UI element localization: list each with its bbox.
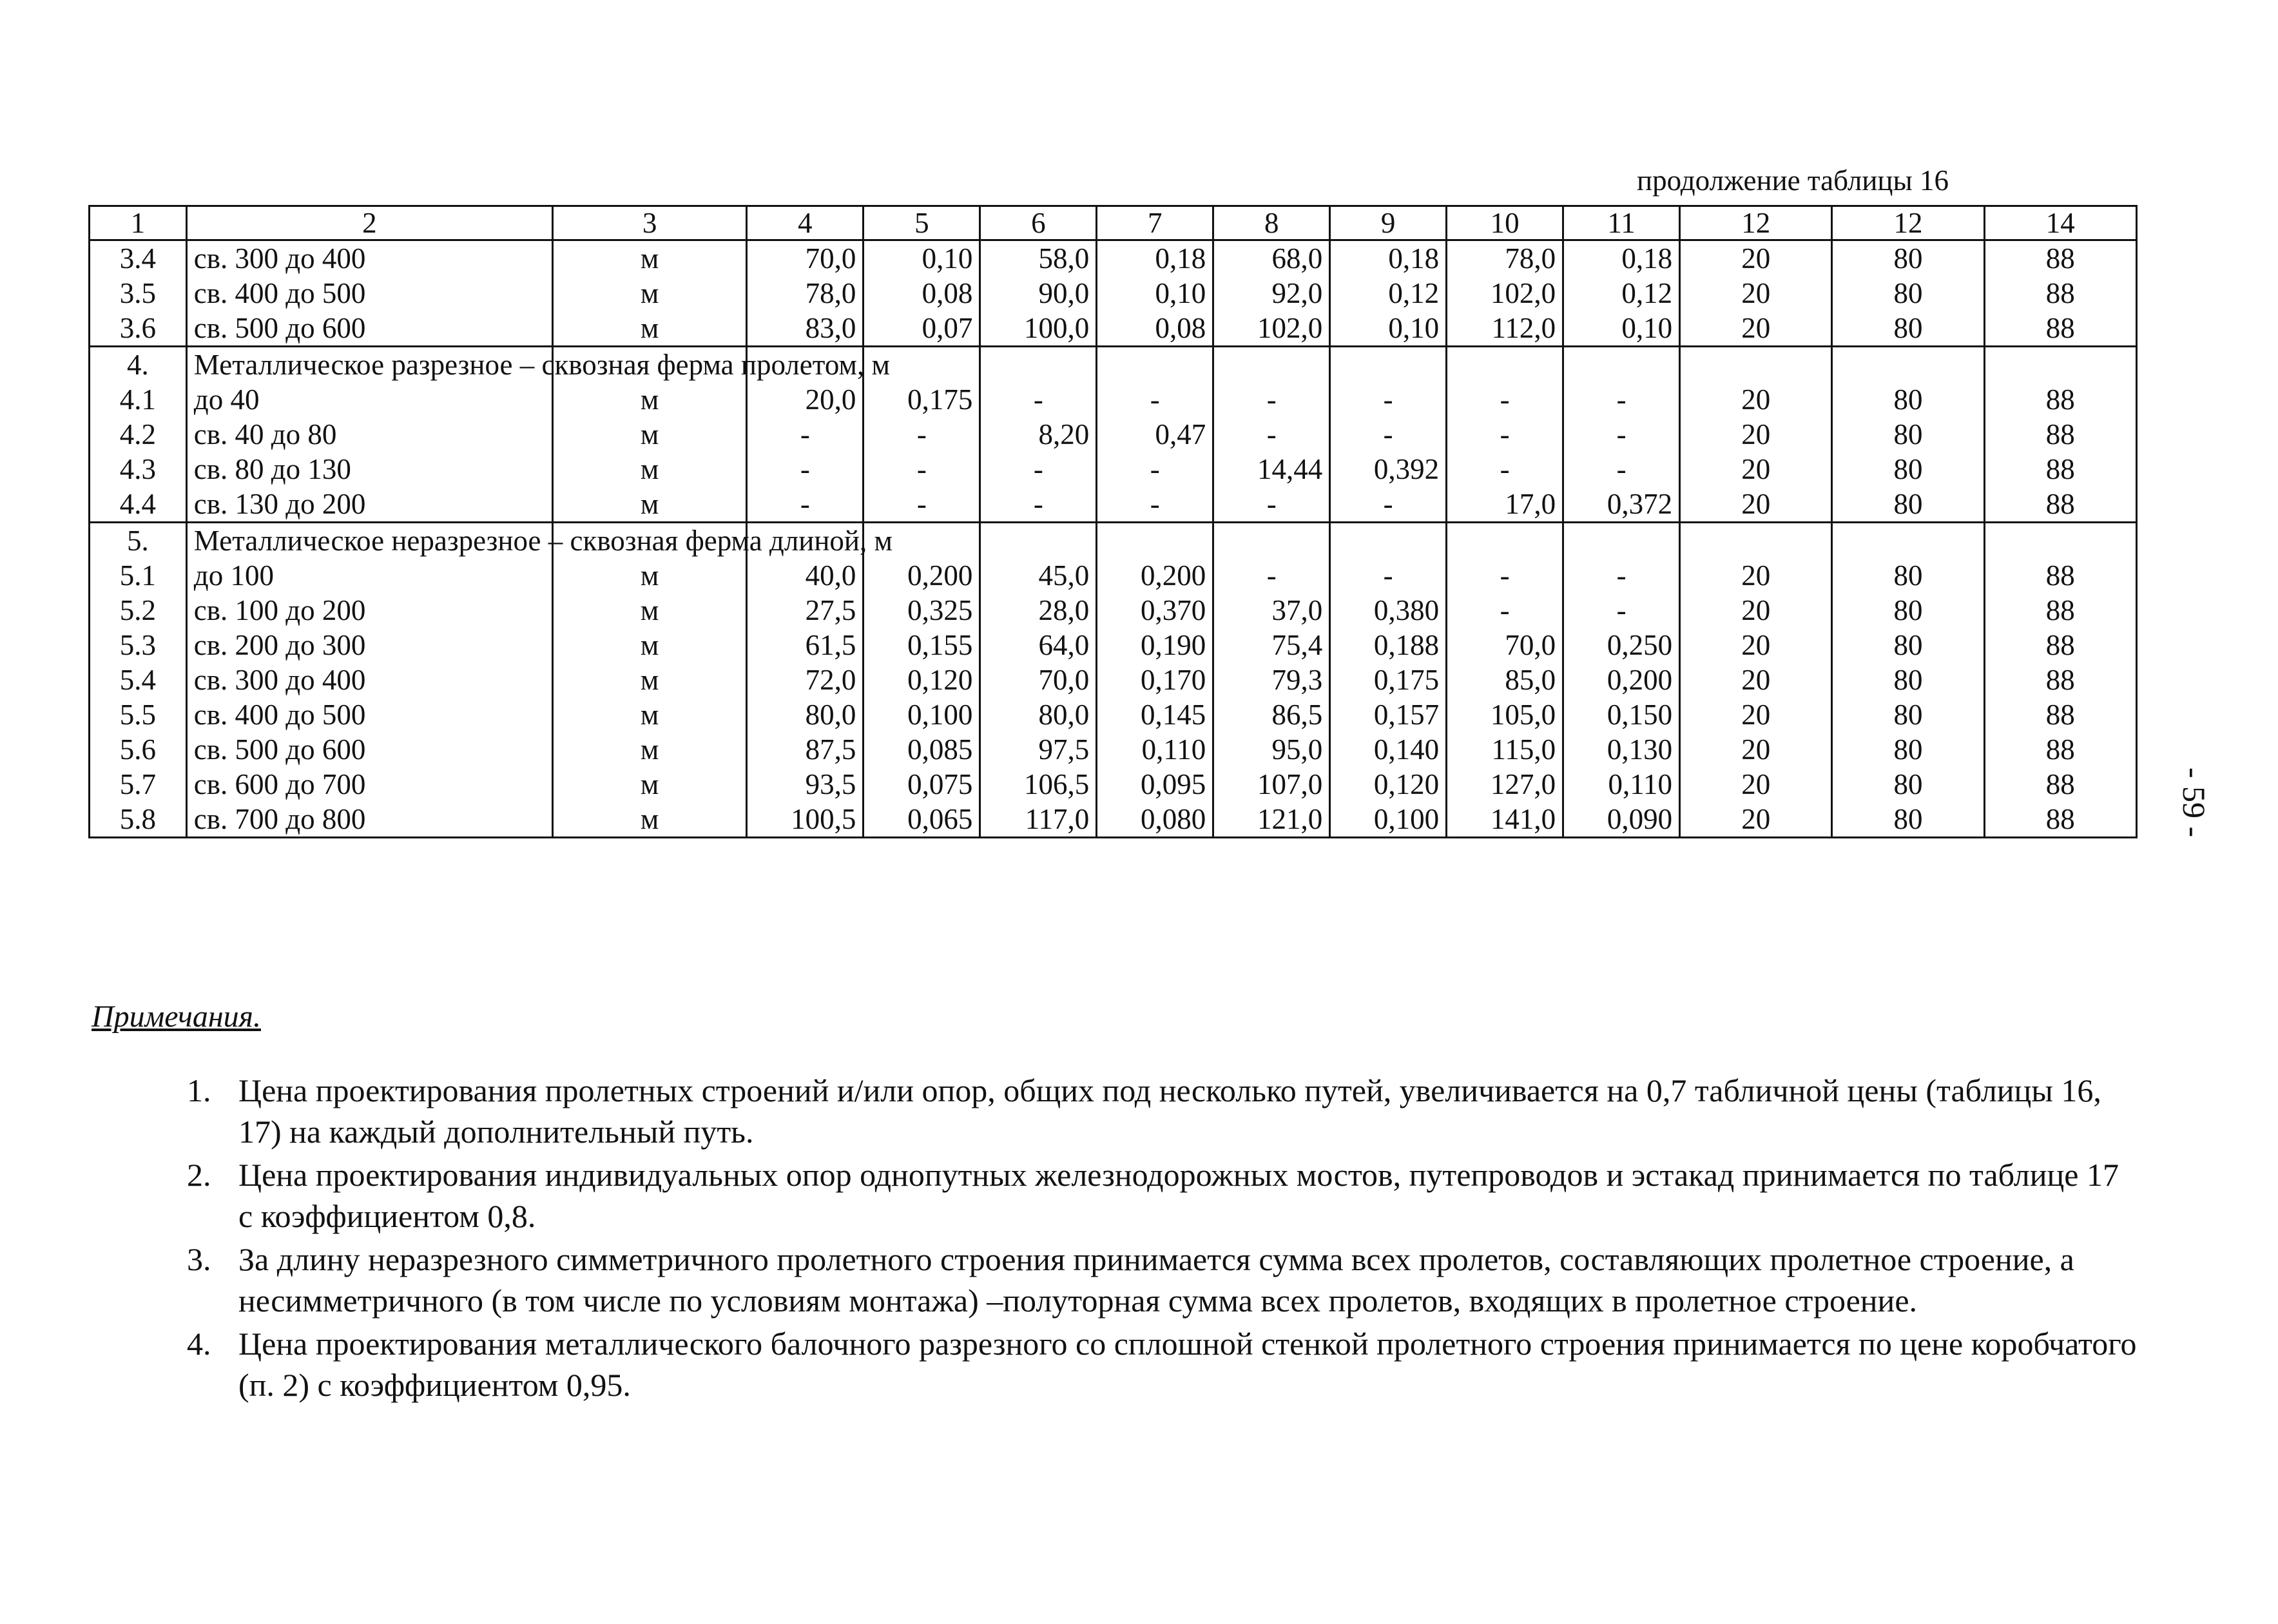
- value-cell: 0,130: [1563, 732, 1680, 767]
- unit-cell: м: [552, 240, 747, 276]
- empty-cell: [1984, 347, 2136, 383]
- column-header: 14: [1984, 206, 2136, 240]
- item-name: св. 700 до 800: [186, 802, 552, 838]
- value-cell: 0,085: [864, 732, 980, 767]
- percent-cell: 88: [1984, 452, 2136, 487]
- percent-cell: 20: [1680, 628, 1832, 662]
- value-cell: -: [1447, 452, 1563, 487]
- percent-cell: 88: [1984, 417, 2136, 452]
- value-cell: 0,08: [1097, 311, 1213, 347]
- empty-cell: [1213, 523, 1330, 559]
- empty-cell: [1447, 523, 1563, 559]
- value-cell: 90,0: [980, 276, 1097, 311]
- value-cell: 28,0: [980, 593, 1097, 628]
- value-cell: 93,5: [747, 767, 864, 802]
- value-cell: 70,0: [1447, 628, 1563, 662]
- unit-cell: м: [552, 732, 747, 767]
- item-name: св. 600 до 700: [186, 767, 552, 802]
- value-cell: 92,0: [1213, 276, 1330, 311]
- value-cell: 75,4: [1213, 628, 1330, 662]
- value-cell: -: [1563, 382, 1680, 417]
- value-cell: 37,0: [1213, 593, 1330, 628]
- value-cell: 0,100: [864, 697, 980, 732]
- value-cell: 78,0: [1447, 240, 1563, 276]
- value-cell: 105,0: [1447, 697, 1563, 732]
- percent-cell: 80: [1832, 767, 1984, 802]
- value-cell: 0,155: [864, 628, 980, 662]
- item-number: 5.1: [90, 558, 187, 593]
- value-cell: 0,380: [1330, 593, 1447, 628]
- percent-cell: 80: [1832, 382, 1984, 417]
- item-number: 5.2: [90, 593, 187, 628]
- value-cell: -: [980, 487, 1097, 523]
- value-cell: 0,120: [864, 662, 980, 697]
- value-cell: 0,065: [864, 802, 980, 838]
- value-cell: 0,07: [864, 311, 980, 347]
- percent-cell: 88: [1984, 487, 2136, 523]
- empty-cell: [1680, 523, 1832, 559]
- percent-cell: 80: [1832, 802, 1984, 838]
- percent-cell: 88: [1984, 382, 2136, 417]
- empty-cell: [1832, 523, 1984, 559]
- value-cell: 0,200: [864, 558, 980, 593]
- value-cell: 0,200: [1563, 662, 1680, 697]
- note-text: Цена проектирования индивидуальных опор однопутных железнодорожных мостов, путепроводов и эстакад принимается по таблице 17 с коэффициентом 0,8.: [238, 1157, 2119, 1234]
- percent-cell: 88: [1984, 311, 2136, 347]
- value-cell: -: [747, 487, 864, 523]
- percent-cell: 20: [1680, 767, 1832, 802]
- table-row: [90, 558, 2137, 593]
- value-cell: 0,370: [1097, 593, 1213, 628]
- percent-cell: 88: [1984, 628, 2136, 662]
- item-name: св. 400 до 500: [186, 697, 552, 732]
- percent-cell: 80: [1832, 417, 1984, 452]
- item-number: 5.6: [90, 732, 187, 767]
- unit-cell: м: [552, 558, 747, 593]
- item-number: 4.2: [90, 417, 187, 452]
- value-cell: 115,0: [1447, 732, 1563, 767]
- value-cell: 0,110: [1097, 732, 1213, 767]
- item-number: 4.: [90, 347, 187, 383]
- unit-cell: м: [552, 487, 747, 523]
- value-cell: 72,0: [747, 662, 864, 697]
- value-cell: -: [1330, 558, 1447, 593]
- value-cell: 0,140: [1330, 732, 1447, 767]
- group-heading-row: [90, 523, 2137, 559]
- value-cell: 0,47: [1097, 417, 1213, 452]
- table-row: [90, 452, 2137, 487]
- value-cell: 0,325: [864, 593, 980, 628]
- empty-cell: [1680, 347, 1832, 383]
- value-cell: 20,0: [747, 382, 864, 417]
- percent-cell: 20: [1680, 311, 1832, 347]
- empty-cell: [1097, 347, 1213, 383]
- column-header: 1: [90, 206, 187, 240]
- value-cell: 112,0: [1447, 311, 1563, 347]
- unit-cell: м: [552, 593, 747, 628]
- item-number: 3.6: [90, 311, 187, 347]
- empty-cell: [1563, 347, 1680, 383]
- column-header: 4: [747, 206, 864, 240]
- value-cell: -: [1097, 382, 1213, 417]
- item-name: св. 400 до 500: [186, 276, 552, 311]
- item-name: св. 130 до 200: [186, 487, 552, 523]
- item-number: 4.1: [90, 382, 187, 417]
- percent-cell: 20: [1680, 487, 1832, 523]
- percent-cell: 80: [1832, 487, 1984, 523]
- unit-cell: м: [552, 802, 747, 838]
- item-number: 4.4: [90, 487, 187, 523]
- value-cell: 0,157: [1330, 697, 1447, 732]
- column-header: 8: [1213, 206, 1330, 240]
- percent-cell: 80: [1832, 240, 1984, 276]
- value-cell: -: [747, 452, 864, 487]
- value-cell: 0,095: [1097, 767, 1213, 802]
- value-cell: -: [864, 417, 980, 452]
- value-cell: 85,0: [1447, 662, 1563, 697]
- empty-cell: [1447, 347, 1563, 383]
- group-name: Металлическое неразрезное – сквозная ферма длиной, м: [186, 523, 552, 559]
- percent-cell: 20: [1680, 593, 1832, 628]
- value-cell: 80,0: [980, 697, 1097, 732]
- price-table: [88, 205, 2138, 838]
- value-cell: 0,372: [1563, 487, 1680, 523]
- column-header: 12: [1680, 206, 1832, 240]
- value-cell: 78,0: [747, 276, 864, 311]
- percent-cell: 88: [1984, 662, 2136, 697]
- value-cell: 64,0: [980, 628, 1097, 662]
- percent-cell: 20: [1680, 382, 1832, 417]
- item-number: 5.8: [90, 802, 187, 838]
- unit-cell: м: [552, 697, 747, 732]
- empty-cell: [1330, 523, 1447, 559]
- value-cell: 17,0: [1447, 487, 1563, 523]
- value-cell: -: [1330, 382, 1447, 417]
- percent-cell: 20: [1680, 240, 1832, 276]
- table-row: [90, 802, 2137, 838]
- item-number: 3.4: [90, 240, 187, 276]
- value-cell: 102,0: [1447, 276, 1563, 311]
- value-cell: 0,18: [1563, 240, 1680, 276]
- table-row: [90, 697, 2137, 732]
- item-number: 5.3: [90, 628, 187, 662]
- value-cell: 27,5: [747, 593, 864, 628]
- value-cell: 0,10: [864, 240, 980, 276]
- percent-cell: 80: [1832, 311, 1984, 347]
- value-cell: -: [1447, 593, 1563, 628]
- percent-cell: 80: [1832, 732, 1984, 767]
- value-cell: 0,175: [1330, 662, 1447, 697]
- group-heading-row: [90, 347, 2137, 383]
- note-item: [187, 1239, 2139, 1321]
- percent-cell: 80: [1832, 593, 1984, 628]
- value-cell: 100,5: [747, 802, 864, 838]
- value-cell: 0,188: [1330, 628, 1447, 662]
- unit-cell: м: [552, 767, 747, 802]
- value-cell: 83,0: [747, 311, 864, 347]
- item-name: св. 40 до 80: [186, 417, 552, 452]
- percent-cell: 80: [1832, 558, 1984, 593]
- item-number: 5.5: [90, 697, 187, 732]
- percent-cell: 88: [1984, 240, 2136, 276]
- table-row: [90, 487, 2137, 523]
- unit-cell: м: [552, 452, 747, 487]
- percent-cell: 88: [1984, 802, 2136, 838]
- value-cell: 0,075: [864, 767, 980, 802]
- percent-cell: 20: [1680, 276, 1832, 311]
- value-cell: -: [1213, 487, 1330, 523]
- value-cell: 0,250: [1563, 628, 1680, 662]
- value-cell: -: [1563, 417, 1680, 452]
- percent-cell: 20: [1680, 802, 1832, 838]
- value-cell: -: [864, 487, 980, 523]
- percent-cell: 88: [1984, 697, 2136, 732]
- note-number: 1.: [187, 1072, 211, 1108]
- empty-cell: [1984, 523, 2136, 559]
- value-cell: 86,5: [1213, 697, 1330, 732]
- column-header: 10: [1447, 206, 1563, 240]
- percent-cell: 80: [1832, 276, 1984, 311]
- value-cell: 0,18: [1330, 240, 1447, 276]
- table-body: [90, 240, 2137, 838]
- value-cell: -: [980, 452, 1097, 487]
- value-cell: 68,0: [1213, 240, 1330, 276]
- value-cell: -: [1447, 382, 1563, 417]
- table-row: [90, 732, 2137, 767]
- item-name: св. 500 до 600: [186, 732, 552, 767]
- value-cell: 0,12: [1330, 276, 1447, 311]
- value-cell: 0,090: [1563, 802, 1680, 838]
- value-cell: 8,20: [980, 417, 1097, 452]
- note-text: За длину неразрезного симметричного пролетного строения принимается сумма всех пролетов, составляющих пролетное строение, а несимметричного (в том числе по условиям монтажа) –полуторная сумма всех пролетов, входящих в пролетное строение.: [238, 1241, 2074, 1319]
- page-number: [2176, 757, 2212, 847]
- value-cell: 102,0: [1213, 311, 1330, 347]
- page-number-text: - 59 -: [2176, 767, 2212, 838]
- table-row: [90, 382, 2137, 417]
- table-row: [90, 593, 2137, 628]
- group-name: Металлическое разрезное – сквозная ферма пролетом, м: [186, 347, 552, 383]
- percent-cell: 20: [1680, 732, 1832, 767]
- item-name: до 100: [186, 558, 552, 593]
- empty-cell: [1097, 523, 1213, 559]
- value-cell: 0,080: [1097, 802, 1213, 838]
- percent-cell: 88: [1984, 732, 2136, 767]
- empty-cell: [1563, 523, 1680, 559]
- percent-cell: 80: [1832, 452, 1984, 487]
- value-cell: 106,5: [980, 767, 1097, 802]
- value-cell: 0,10: [1330, 311, 1447, 347]
- value-cell: 70,0: [747, 240, 864, 276]
- unit-cell: м: [552, 276, 747, 311]
- value-cell: 0,10: [1563, 311, 1680, 347]
- percent-cell: 88: [1984, 767, 2136, 802]
- empty-cell: [1330, 347, 1447, 383]
- value-cell: -: [1330, 487, 1447, 523]
- column-header: 7: [1097, 206, 1213, 240]
- value-cell: 117,0: [980, 802, 1097, 838]
- value-cell: 0,170: [1097, 662, 1213, 697]
- value-cell: 0,08: [864, 276, 980, 311]
- value-cell: 121,0: [1213, 802, 1330, 838]
- value-cell: 0,190: [1097, 628, 1213, 662]
- value-cell: 0,18: [1097, 240, 1213, 276]
- value-cell: 0,392: [1330, 452, 1447, 487]
- value-cell: -: [1213, 382, 1330, 417]
- table-header: [90, 206, 2137, 240]
- percent-cell: 20: [1680, 662, 1832, 697]
- value-cell: -: [747, 417, 864, 452]
- item-name: св. 300 до 400: [186, 662, 552, 697]
- table-row: [90, 628, 2137, 662]
- value-cell: 141,0: [1447, 802, 1563, 838]
- value-cell: -: [1330, 417, 1447, 452]
- value-cell: 87,5: [747, 732, 864, 767]
- note-item: [187, 1154, 2139, 1237]
- item-name: св. 200 до 300: [186, 628, 552, 662]
- value-cell: 95,0: [1213, 732, 1330, 767]
- table-row: [90, 767, 2137, 802]
- item-number: 5.: [90, 523, 187, 559]
- notes-title: Примечания.: [92, 1000, 261, 1034]
- percent-cell: 88: [1984, 558, 2136, 593]
- note-item: [187, 1070, 2139, 1152]
- percent-cell: 80: [1832, 628, 1984, 662]
- value-cell: -: [1213, 558, 1330, 593]
- value-cell: 0,150: [1563, 697, 1680, 732]
- value-cell: -: [1097, 452, 1213, 487]
- empty-cell: [1213, 347, 1330, 383]
- unit-cell: м: [552, 311, 747, 347]
- value-cell: 0,110: [1563, 767, 1680, 802]
- value-cell: 80,0: [747, 697, 864, 732]
- note-number: 4.: [187, 1326, 211, 1362]
- value-cell: -: [1097, 487, 1213, 523]
- value-cell: 70,0: [980, 662, 1097, 697]
- value-cell: -: [1213, 417, 1330, 452]
- item-name: св. 500 до 600: [186, 311, 552, 347]
- percent-cell: 80: [1832, 662, 1984, 697]
- item-number: 5.4: [90, 662, 187, 697]
- value-cell: 79,3: [1213, 662, 1330, 697]
- value-cell: 0,120: [1330, 767, 1447, 802]
- column-header: 6: [980, 206, 1097, 240]
- value-cell: 40,0: [747, 558, 864, 593]
- empty-cell: [1832, 347, 1984, 383]
- table-row: [90, 240, 2137, 276]
- item-number: 4.3: [90, 452, 187, 487]
- percent-cell: 20: [1680, 452, 1832, 487]
- item-name: св. 100 до 200: [186, 593, 552, 628]
- table-row: [90, 276, 2137, 311]
- value-cell: -: [1563, 558, 1680, 593]
- item-number: 3.5: [90, 276, 187, 311]
- item-name: св. 300 до 400: [186, 240, 552, 276]
- table-row: [90, 662, 2137, 697]
- unit-cell: м: [552, 382, 747, 417]
- table-continuation-caption: продолжение таблицы 16: [1637, 164, 1949, 197]
- table-row: [90, 417, 2137, 452]
- empty-cell: [980, 523, 1097, 559]
- value-cell: 0,12: [1563, 276, 1680, 311]
- value-cell: -: [1563, 452, 1680, 487]
- value-cell: -: [864, 452, 980, 487]
- value-cell: 100,0: [980, 311, 1097, 347]
- empty-cell: [980, 347, 1097, 383]
- column-header: 11: [1563, 206, 1680, 240]
- value-cell: -: [1447, 417, 1563, 452]
- item-name: св. 80 до 130: [186, 452, 552, 487]
- column-number-row: [90, 206, 2137, 240]
- value-cell: 0,10: [1097, 276, 1213, 311]
- note-item: [187, 1323, 2139, 1406]
- percent-cell: 20: [1680, 417, 1832, 452]
- note-text: Цена проектирования металлического балочного разрезного со сплошной стенкой пролетного строения принимается по цене коробчатого (п. 2) с коэффициентом 0,95.: [238, 1326, 2137, 1403]
- table-row: [90, 311, 2137, 347]
- notes-list: [187, 1070, 2139, 1407]
- percent-cell: 20: [1680, 697, 1832, 732]
- value-cell: 0,145: [1097, 697, 1213, 732]
- note-number: 2.: [187, 1157, 211, 1193]
- percent-cell: 88: [1984, 593, 2136, 628]
- value-cell: -: [980, 382, 1097, 417]
- value-cell: 97,5: [980, 732, 1097, 767]
- column-header: 9: [1330, 206, 1447, 240]
- column-header: 3: [552, 206, 747, 240]
- value-cell: 61,5: [747, 628, 864, 662]
- item-number: 5.7: [90, 767, 187, 802]
- unit-cell: м: [552, 662, 747, 697]
- percent-cell: 20: [1680, 558, 1832, 593]
- value-cell: 127,0: [1447, 767, 1563, 802]
- value-cell: 58,0: [980, 240, 1097, 276]
- value-cell: 45,0: [980, 558, 1097, 593]
- percent-cell: 88: [1984, 276, 2136, 311]
- column-header: 2: [186, 206, 552, 240]
- percent-cell: 80: [1832, 697, 1984, 732]
- unit-cell: м: [552, 628, 747, 662]
- column-header: 5: [864, 206, 980, 240]
- value-cell: 0,200: [1097, 558, 1213, 593]
- note-number: 3.: [187, 1241, 211, 1277]
- unit-cell: м: [552, 417, 747, 452]
- value-cell: 0,175: [864, 382, 980, 417]
- value-cell: -: [1447, 558, 1563, 593]
- column-header: 12: [1832, 206, 1984, 240]
- value-cell: 107,0: [1213, 767, 1330, 802]
- value-cell: 0,100: [1330, 802, 1447, 838]
- value-cell: -: [1563, 593, 1680, 628]
- note-text: Цена проектирования пролетных строений и/или опор, общих под несколько путей, увеличивается на 0,7 табличной цены (таблицы 16, 17) на каждый дополнительный путь.: [238, 1072, 2101, 1150]
- value-cell: 14,44: [1213, 452, 1330, 487]
- item-name: до 40: [186, 382, 552, 417]
